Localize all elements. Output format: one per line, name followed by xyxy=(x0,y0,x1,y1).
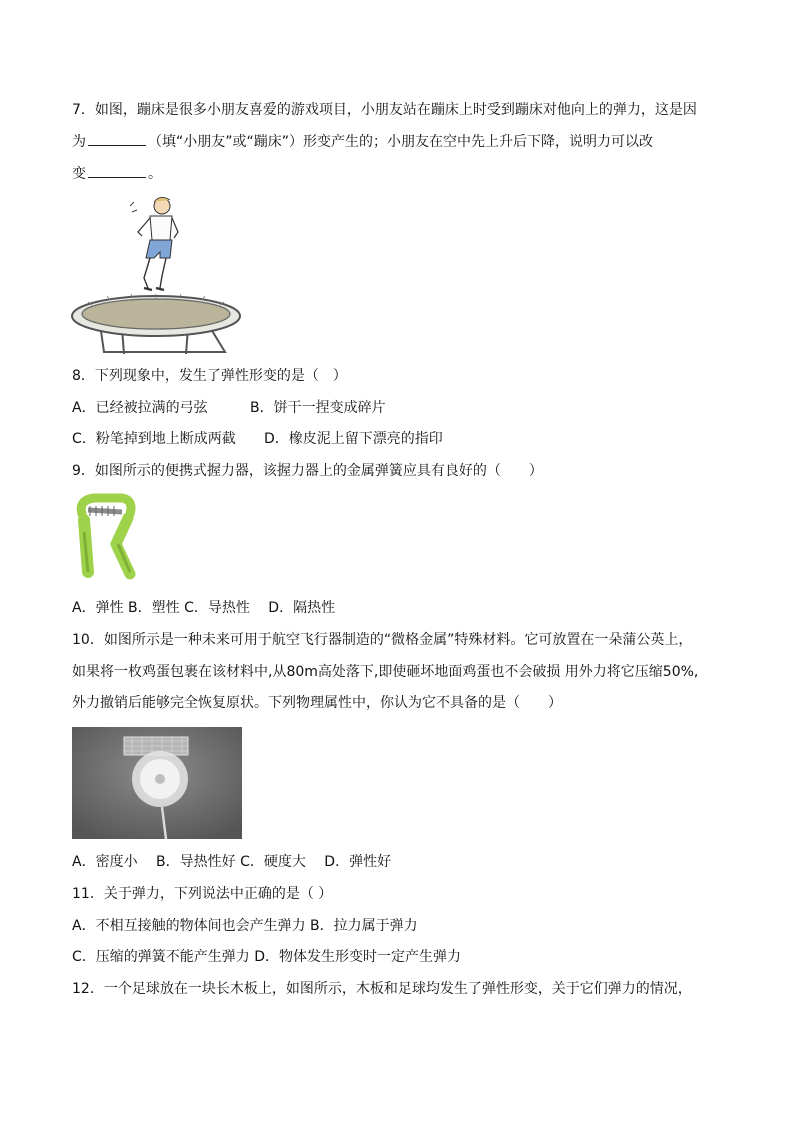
q10-options: A．密度小 B．导热性好 C．硬度大 D．弹性好 xyxy=(72,854,392,870)
q10-line-1: 10．如图所示是一种未来可用于航空飞行器制造的“微格金属”特殊材料。它可放置在一朵蒲公英上， xyxy=(72,632,693,648)
q11-stem: 11．关于弹力，下列说法中正确的是（ ） xyxy=(72,886,333,902)
q7-line-3 xyxy=(72,164,162,184)
q7-blank-1[interactable] xyxy=(88,133,146,146)
q9-options: A．弹性 B．塑性 C．导热性 D．隔热性 xyxy=(72,600,336,616)
q7-line-3-prefix: 变 xyxy=(72,166,86,182)
q8-option-c[interactable]: C．粉笔掉到地上断成两截 xyxy=(72,431,236,447)
q8-options-cd xyxy=(72,429,443,449)
q7-line-2 xyxy=(72,132,653,152)
q10-line-2: 如果将一枚鸡蛋包裹在该材料中,从80m高处落下,即使砸坏地面鸡蛋也不会破损 用外力将它压缩50%, xyxy=(72,664,699,680)
trampoline-figure xyxy=(70,192,242,358)
q8-option-a[interactable]: A．已经被拉满的弓弦 xyxy=(72,400,208,416)
q9-stem: 9．如图所示的便携式握力器，该握力器上的金属弹簧应具有良好的（ ） xyxy=(72,463,543,479)
hand-grip-figure xyxy=(72,492,144,584)
q8-stem: 8．下列现象中，发生了弹性形变的是（ ） xyxy=(72,368,347,384)
q11-options-cd: C．压缩的弹簧不能产生弹力 D．物体发生形变时一定产生弹力 xyxy=(72,949,462,965)
q7-line-2-rest: （填“小朋友”或“蹦床”）形变产生的；小朋友在空中先上升后下降，说明力可以改 xyxy=(148,134,654,150)
q8-option-b[interactable]: B．饼干一捏变成碎片 xyxy=(250,400,386,416)
q7-line-2-prefix: 为 xyxy=(72,134,86,150)
dandelion-photo xyxy=(72,727,242,839)
q7-blank-2[interactable] xyxy=(88,165,146,178)
q12-line-1: 12．一个足球放在一块长木板上，如图所示，木板和足球均发生了弹性形变，关于它们弹力的情况， xyxy=(72,981,692,997)
q7-line-3-suffix: 。 xyxy=(148,166,162,182)
q11-options-ab: A．不相互接触的物体间也会产生弹力 B．拉力属于弹力 xyxy=(72,918,418,934)
q7-line-1: 7．如图，蹦床是很多小朋友喜爱的游戏项目，小朋友站在蹦床上时受到蹦床对他向上的弹力，这是因 xyxy=(72,102,697,118)
q8-options-ab xyxy=(72,398,386,418)
q8-option-d[interactable]: D．橡皮泥上留下漂亮的指印 xyxy=(264,431,443,447)
q10-line-3: 外力撤销后能够完全恢复原状。下列物理属性中，你认为它不具备的是（ ） xyxy=(72,695,562,711)
